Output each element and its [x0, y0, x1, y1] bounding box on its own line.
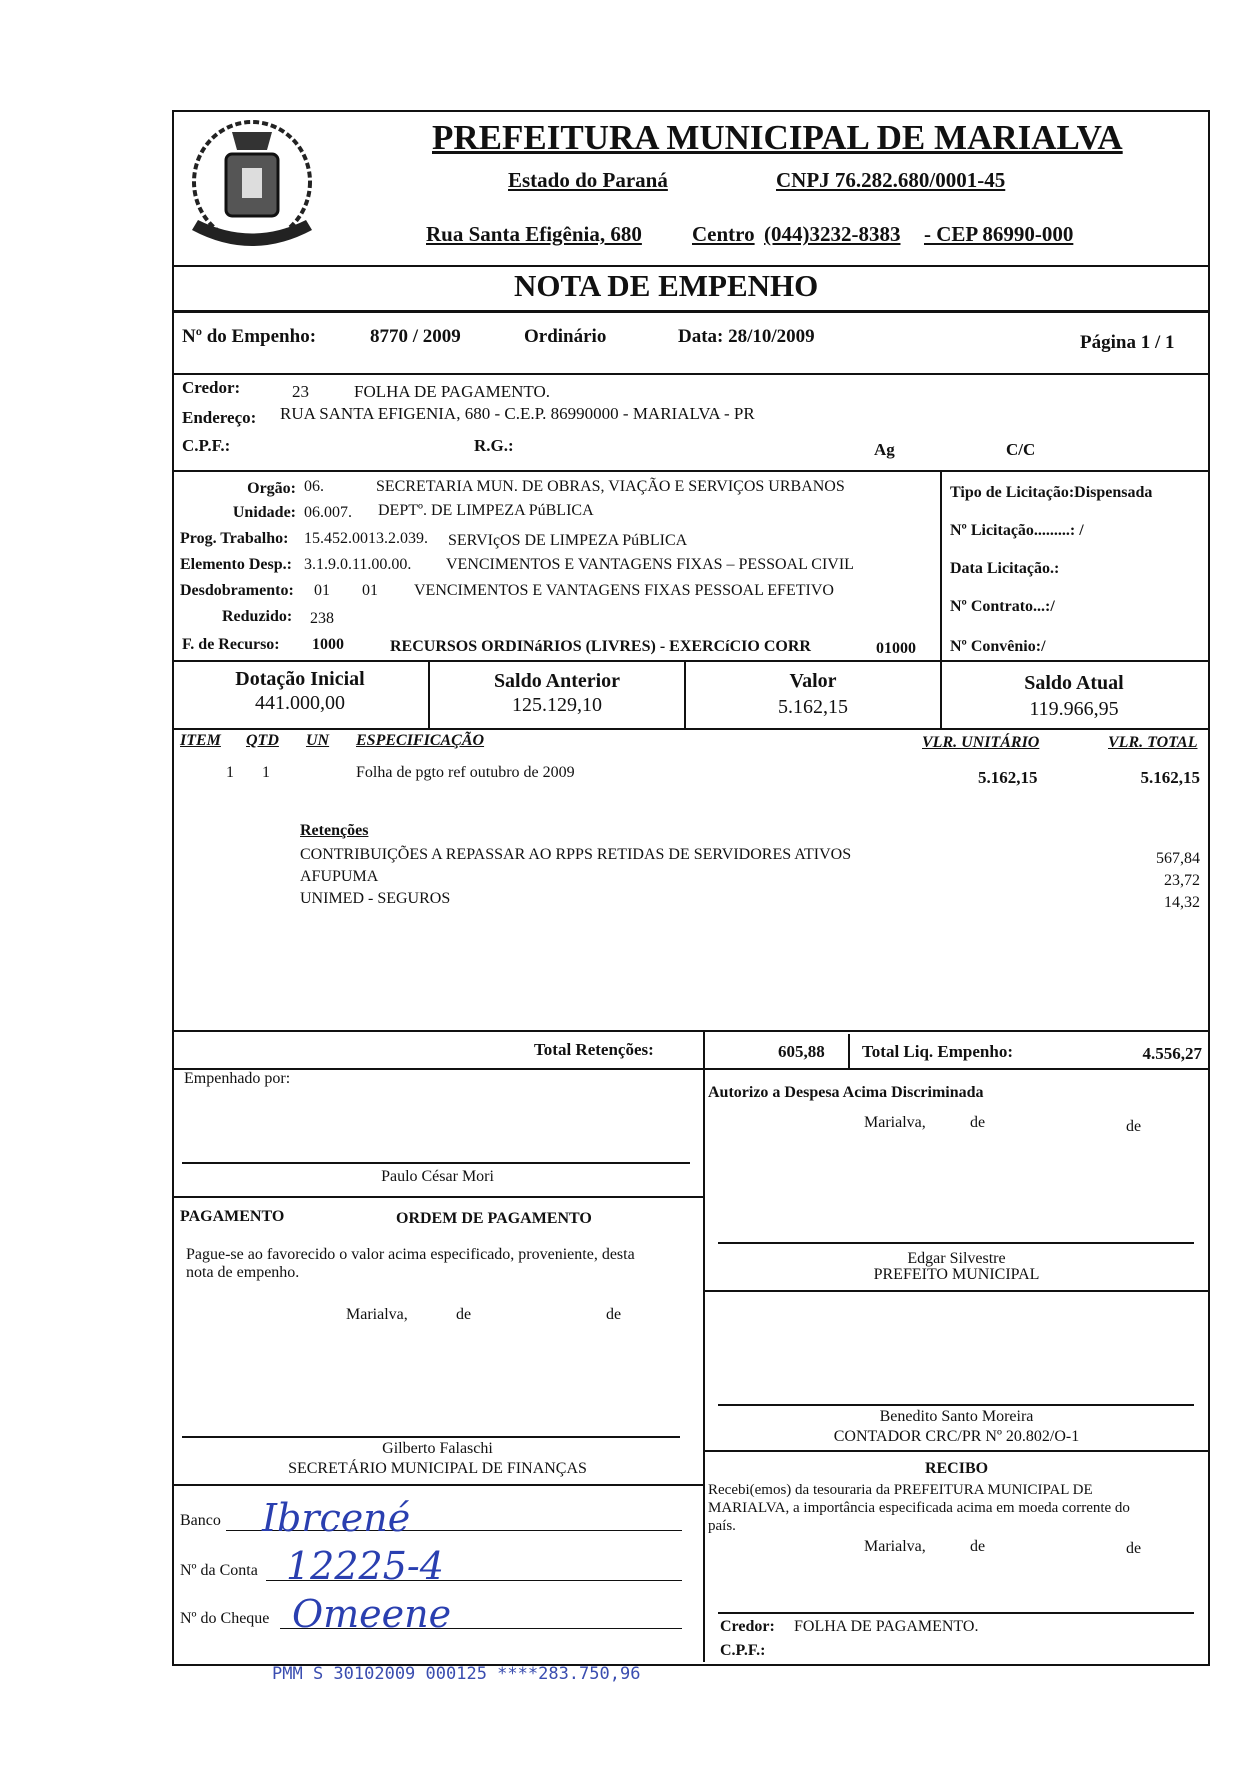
cpf-label: C.P.F.:	[182, 436, 231, 455]
saldo-atual-value: 119.966,95	[1029, 698, 1119, 720]
elem-name: VENCIMENTOS E VANTAGENS FIXAS – PESSOAL CIVIL	[446, 556, 854, 573]
recibo-text: Recebi(emos) da tesouraria da PREFEITURA MUNICIPAL DE	[708, 1482, 1093, 1498]
licitacao-tipo: Tipo de Licitação:Dispensada	[950, 484, 1153, 501]
date-de: de	[1126, 1118, 1142, 1135]
recibo-title: RECIBO	[924, 1460, 989, 1477]
recibo-text: MARIALVA, a importância especificada acima em moeda corrente do	[708, 1500, 1130, 1516]
address-label: Endereço:	[182, 408, 257, 427]
empenhado-name: Paulo César Mori	[381, 1168, 494, 1185]
desd-code: 01	[362, 582, 378, 599]
header-district: Centro	[692, 222, 755, 246]
signature-line	[182, 1436, 680, 1438]
header-cep: - CEP 86990-000	[924, 222, 1074, 246]
reduzido-value: 238	[310, 610, 334, 627]
pague-text: nota de empenho.	[186, 1264, 300, 1281]
contador-title: CONTADOR CRC/PR Nº 20.802/O-1	[833, 1428, 1080, 1445]
coat-of-arms-logo	[182, 112, 322, 262]
secretario-name: Gilberto Falaschi	[382, 1440, 493, 1457]
fonte-code: 1000	[312, 636, 344, 653]
valor-label: Valor	[789, 670, 837, 692]
divider	[848, 1034, 850, 1070]
col-item: ITEM	[180, 732, 221, 749]
saldo-anterior-value: 125.129,10	[512, 694, 602, 716]
divider	[172, 470, 1208, 472]
retencoes-title: Retenções	[300, 822, 369, 839]
ordem-label: ORDEM DE PAGAMENTO	[396, 1210, 592, 1227]
date-de: de	[970, 1538, 986, 1555]
divider	[172, 1030, 1208, 1032]
divider	[172, 728, 1208, 730]
recibo-text: país.	[708, 1518, 736, 1534]
item-description: Folha de pgto ref outubro de 2009	[356, 764, 575, 781]
col-vlr-total: VLR. TOTAL	[1108, 734, 1198, 751]
cc-label: C/C	[1006, 440, 1036, 459]
dotacao-inicial-label: Dotação Inicial	[235, 668, 365, 690]
date-de: de	[456, 1306, 472, 1323]
retencao-value: 23,72	[1164, 872, 1200, 889]
col-un: UN	[306, 732, 330, 749]
col-qtd: QTD	[246, 732, 279, 749]
conta-label: Nº da Conta	[180, 1562, 258, 1579]
city: Marialva,	[864, 1538, 926, 1555]
recibo-credor-label: Credor:	[720, 1618, 775, 1635]
fonte-name: RECURSOS ORDINáRIOS (LIVRES) - EXERCíCIO CORR	[390, 638, 811, 655]
unidade-label: Unidade:	[232, 504, 296, 521]
fonte-label: F. de Recurso:	[182, 636, 280, 653]
prog-name: SERVIçOS DE LIMPEZA PúBLICA	[448, 532, 688, 549]
retencao-desc: UNIMED - SEGUROS	[300, 890, 451, 907]
orgao-label: Orgão:	[247, 480, 296, 497]
contador-name: Benedito Santo Moreira	[879, 1408, 1034, 1425]
contrato: Nº Contrato...:/	[950, 598, 1055, 615]
divider	[172, 1068, 1208, 1070]
dotacao-inicial-value: 441.000,00	[255, 692, 345, 714]
item-total-value: 5.162,15	[1140, 768, 1200, 787]
date-de: de	[1126, 1540, 1142, 1557]
empenho-label: Nº do Empenho:	[182, 326, 317, 347]
signature-line	[718, 1242, 1194, 1244]
header-address: Rua Santa Efigênia, 680	[426, 222, 642, 246]
item-qtd: 1	[262, 764, 270, 781]
city: Marialva,	[346, 1306, 408, 1323]
pagamento-label: PAGAMENTO	[180, 1208, 285, 1225]
document-title: NOTA DE EMPENHO	[514, 268, 819, 303]
ag-label: Ag	[874, 440, 895, 459]
cheque-handwritten: Omeene	[292, 1592, 452, 1636]
retencao-value: 567,84	[1156, 850, 1200, 867]
unidade-name: DEPTº. DE LIMPEZA PúBLICA	[378, 502, 594, 519]
total-liq-value: 4.556,27	[1142, 1044, 1202, 1063]
desd-label: Desdobramento:	[180, 582, 294, 599]
rg-label: R.G.:	[474, 436, 514, 455]
pague-text: Pague-se ao favorecido o valor acima especificado, proveniente, desta	[186, 1246, 635, 1263]
signature-line	[182, 1162, 690, 1164]
unidade-code: 06.007.	[304, 504, 352, 521]
prog-label: Prog. Trabalho:	[180, 530, 289, 547]
header-title: PREFEITURA MUNICIPAL DE MARIALVA	[432, 118, 1123, 157]
total-liq-label: Total Liq. Empenho:	[862, 1042, 1013, 1061]
elem-label: Elemento Desp.:	[180, 556, 292, 573]
divider	[172, 1484, 703, 1486]
divider	[705, 1450, 1208, 1452]
header-phone: (044)3232-8383	[764, 222, 901, 246]
desd-code: 01	[314, 582, 330, 599]
col-especificacao: ESPECIFICAÇÃO	[356, 732, 485, 749]
recibo-credor-name: FOLHA DE PAGAMENTO.	[794, 1618, 979, 1635]
credor-name: FOLHA DE PAGAMENTO.	[354, 382, 550, 401]
signature-line	[718, 1404, 1194, 1406]
desd-name: VENCIMENTOS E VANTAGENS FIXAS PESSOAL EFETIVO	[414, 582, 834, 599]
licitacao-data: Data Licitação.:	[950, 560, 1060, 577]
credor-label: Credor:	[182, 378, 241, 397]
recibo-cpf-label: C.P.F.:	[720, 1642, 766, 1659]
empenhado-label: Empenhado por:	[184, 1070, 291, 1087]
divider	[172, 373, 1208, 375]
header-cnpj: CNPJ 76.282.680/0001-45	[776, 168, 1006, 192]
banco-label: Banco	[180, 1512, 221, 1529]
credor-code: 23	[292, 382, 309, 401]
prefeito-title: PREFEITO MUNICIPAL	[873, 1266, 1040, 1283]
reduzido-label: Reduzido:	[222, 608, 293, 625]
saldo-anterior-label: Saldo Anterior	[493, 670, 621, 692]
divider	[172, 310, 1208, 313]
signature-line	[718, 1612, 1194, 1614]
elem-code: 3.1.9.0.11.00.00.	[304, 556, 412, 573]
convenio: Nº Convênio:/	[950, 638, 1046, 655]
retencao-desc: CONTRIBUIÇÕES A REPASSAR AO RPPS RETIDAS DE SERVIDORES ATIVOS	[300, 846, 852, 863]
licitacao-numero: Nº Licitação.........: /	[950, 522, 1084, 539]
date-de: de	[970, 1114, 986, 1131]
bank-stamp: PMM S 30102009 000125 ****283.750,96	[272, 1664, 641, 1684]
fonte-code-2: 01000	[876, 640, 916, 657]
item-number: 1	[226, 764, 234, 781]
autorizo-label: Autorizo a Despesa Acima Discriminada	[708, 1084, 984, 1101]
retencao-value: 14,32	[1164, 894, 1200, 911]
empenho-type: Ordinário	[524, 326, 607, 347]
divider	[172, 265, 1208, 267]
credor-address: RUA SANTA EFIGENIA, 680 - C.E.P. 86990000 - MARIALVA - PR	[280, 404, 755, 423]
valor-value: 5.162,15	[778, 696, 848, 718]
divider	[172, 660, 1208, 662]
prog-code: 15.452.0013.2.039.	[304, 530, 428, 547]
page-number: Página 1 / 1	[1080, 332, 1175, 353]
date-de: de	[606, 1306, 622, 1323]
secretario-title: SECRETÁRIO MUNICIPAL DE FINANÇAS	[288, 1460, 587, 1477]
empenho-number: 8770 / 2009	[370, 326, 461, 347]
prefeito-name: Edgar Silvestre	[907, 1250, 1006, 1267]
header-state: Estado do Paraná	[508, 168, 668, 192]
divider	[172, 1196, 703, 1198]
saldo-atual-label: Saldo Atual	[1024, 672, 1124, 694]
col-vlr-unitario: VLR. UNITÁRIO	[922, 734, 1040, 751]
divider	[703, 1030, 705, 1662]
divider	[940, 470, 942, 660]
item-unit-value: 5.162,15	[978, 768, 1038, 787]
city: Marialva,	[864, 1114, 926, 1131]
conta-handwritten: 12225-4	[286, 1544, 444, 1588]
banco-handwritten: Ibrcené	[262, 1496, 411, 1540]
orgao-name: SECRETARIA MUN. DE OBRAS, VIAÇÃO E SERVIÇOS URBANOS	[376, 478, 845, 495]
total-retencoes-value: 605,88	[778, 1042, 825, 1061]
retencao-desc: AFUPUMA	[300, 868, 379, 885]
total-retencoes-label: Total Retenções:	[534, 1040, 654, 1059]
orgao-code: 06.	[304, 478, 324, 495]
empenho-date: Data: 28/10/2009	[678, 326, 815, 347]
divider	[705, 1290, 1208, 1292]
cheque-label: Nº do Cheque	[180, 1610, 270, 1627]
